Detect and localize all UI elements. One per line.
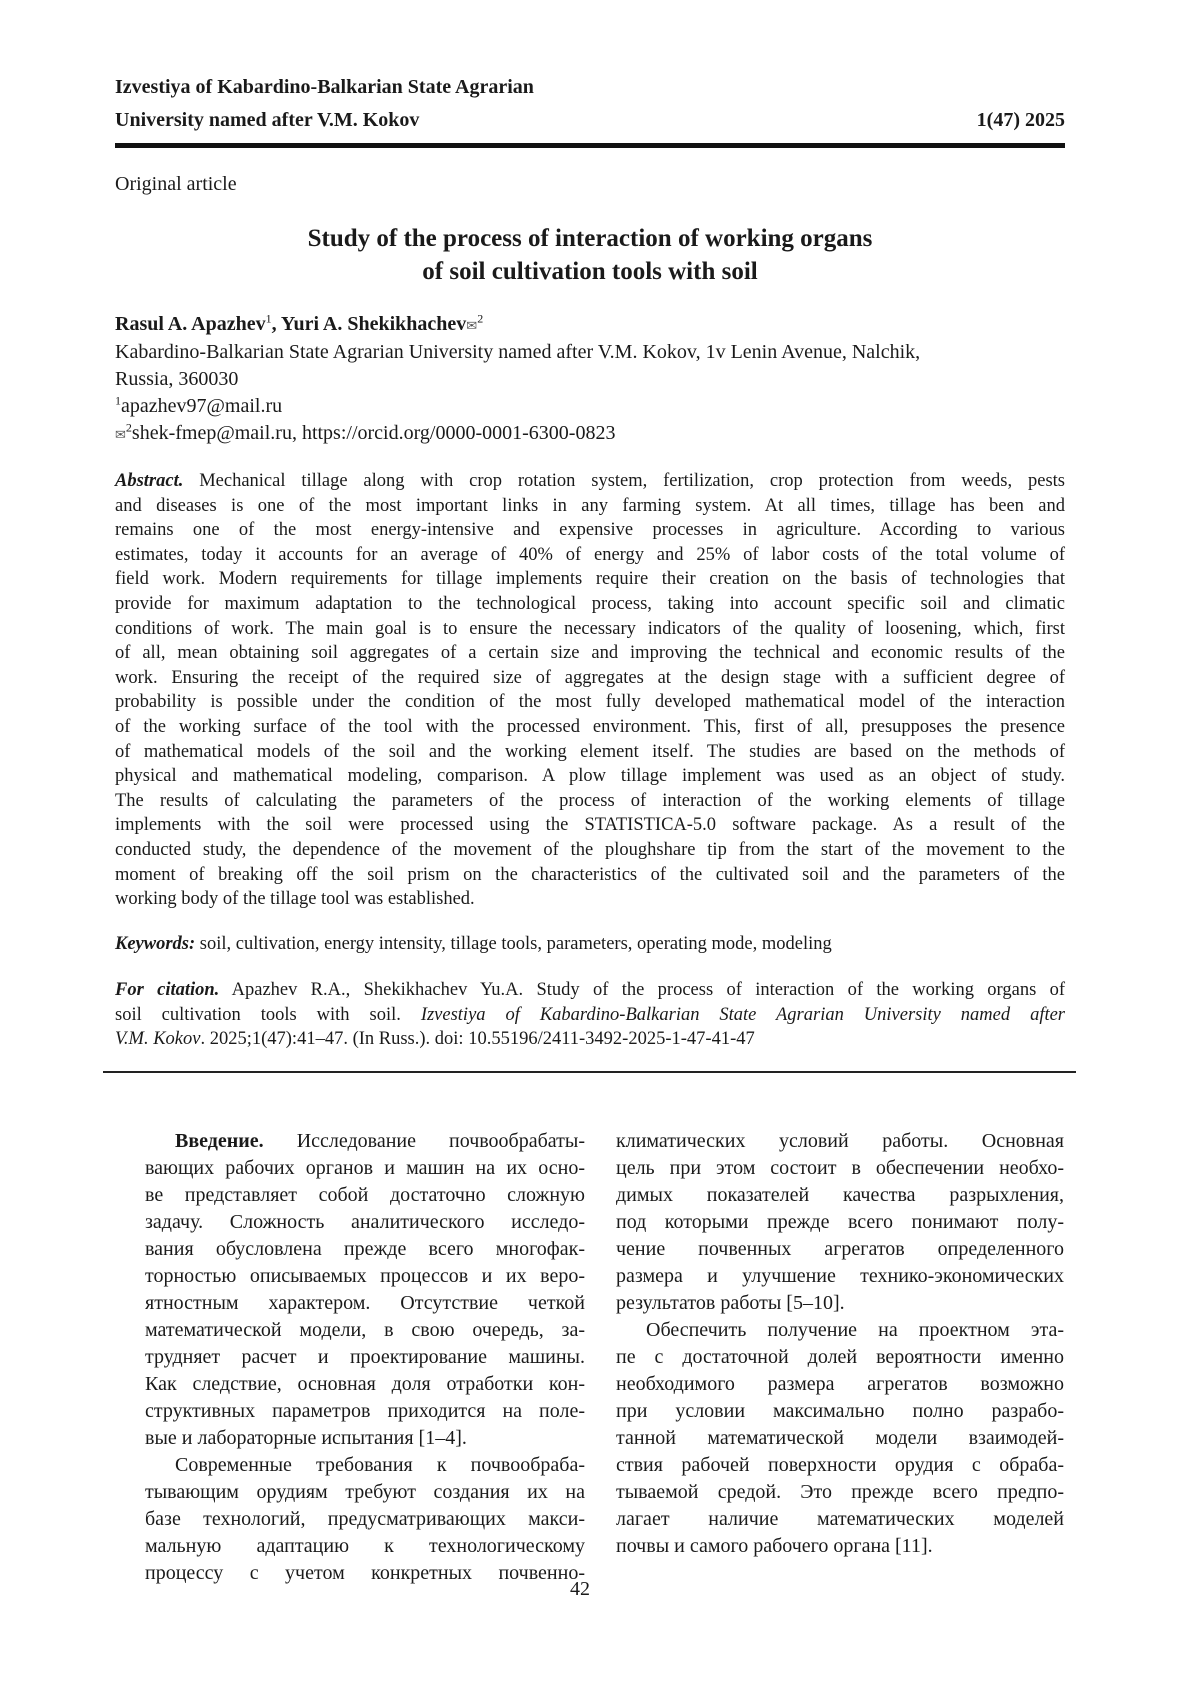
body-text: Исследование почвообрабаты- [264, 1130, 585, 1152]
section-divider [103, 1071, 1076, 1073]
abstract-text: and diseases is one of the most important links in any farming system. At all times, tillage has been and [115, 496, 1065, 516]
body-text: ствия рабочей поверхности орудия с обраба- [616, 1454, 1064, 1476]
body-line [145, 1506, 585, 1533]
abstract-line [115, 813, 1065, 838]
abstract-line [115, 666, 1065, 691]
envelope-icon: ✉ [466, 318, 477, 333]
abstract-line [115, 715, 1065, 740]
body-text: танной математической модели взаимодей- [616, 1427, 1064, 1449]
abstract-line [115, 789, 1065, 814]
title-line-2: of soil cultivation tools with soil [115, 255, 1065, 288]
body-line [616, 1533, 1064, 1560]
keywords-label: Keywords: [115, 934, 195, 954]
body-line [616, 1155, 1064, 1182]
body-column-left [145, 1128, 585, 1587]
body-line [145, 1479, 585, 1506]
author-separator: , [272, 313, 281, 335]
body-text: необходимого размера агрегатов возможно [616, 1373, 1064, 1395]
body-line [145, 1155, 585, 1182]
body-line [616, 1344, 1064, 1371]
body-line [145, 1317, 585, 1344]
article-title [115, 222, 1065, 288]
abstract-line [115, 592, 1065, 617]
body-text: лагает наличие математических моделей [616, 1508, 1064, 1530]
body-text: вания обусловлена прежде всего многофак- [145, 1238, 585, 1260]
abstract-line [115, 469, 1065, 494]
body-line [616, 1209, 1064, 1236]
body-line [616, 1479, 1064, 1506]
author-1: Rasul A. Apazhev [115, 313, 266, 335]
issue-number: 1(47) 2025 [977, 104, 1065, 136]
body-line [616, 1398, 1064, 1425]
author-2-affil: 2 [477, 311, 483, 325]
body-text: димых показателей качества разрыхления, [616, 1184, 1064, 1206]
section-heading-introduction: Введение. [175, 1130, 264, 1152]
body-text: чение почвенных агрегатов определенного [616, 1238, 1064, 1260]
abstract-text: moment of breaking off the soil prism on the characteristics of the cultivated soil and the parameters of the [115, 865, 1065, 885]
email-2-sup: 2 [126, 420, 132, 434]
body-line [145, 1452, 585, 1479]
abstract [115, 469, 1065, 912]
abstract-line [115, 617, 1065, 642]
body-text: результатов работы [5–10]. [616, 1292, 845, 1314]
body-line [616, 1371, 1064, 1398]
abstract-line [115, 863, 1065, 888]
abstract-line [115, 887, 1065, 912]
body-text: размера и улучшение технико-экономических [616, 1265, 1064, 1287]
body-text: структивных параметров приходится на поле- [145, 1400, 585, 1422]
email-1[interactable]: apazhev97@mail.ru [121, 395, 282, 417]
abstract-text: work. Ensuring the receipt of the required size of aggregates at the design stage with a sufficient degree of [115, 668, 1065, 688]
body-line [145, 1560, 585, 1587]
body-text: задачу. Сложность аналитического исследо- [145, 1211, 585, 1233]
abstract-text: provide for maximum adaptation to the technological process, taking into account specific soil and climatic [115, 594, 1065, 614]
author-2: Yuri A. Shekikhachev [281, 313, 466, 335]
citation-journal: Izvestiya of Kabardino-Balkarian State Agrarian University named after [421, 1005, 1065, 1025]
header-rule [115, 143, 1065, 148]
body-text: Обеспечить получение на проектном эта- [646, 1319, 1064, 1341]
body-text: цель при этом состоит в обеспечении необхо- [616, 1157, 1064, 1179]
body-line [616, 1182, 1064, 1209]
email-1-row [115, 393, 1075, 420]
affiliation-line-1: Kabardino-Balkarian State Agrarian University named after V.M. Kokov, 1v Lenin Avenue, Nalchik, [115, 339, 1075, 366]
citation [115, 978, 1065, 1052]
body-line [616, 1452, 1064, 1479]
body-line [145, 1290, 585, 1317]
body-line [616, 1128, 1064, 1155]
body-text: торностью описываемых процессов и их веро- [145, 1265, 585, 1287]
body-text: климатических условий работы. Основная [616, 1130, 1064, 1152]
abstract-text: conditions of work. The main goal is to ensure the necessary indicators of the quality of loosening, which, first [115, 619, 1065, 639]
body-line [145, 1209, 585, 1236]
abstract-line [115, 641, 1065, 666]
abstract-line [115, 690, 1065, 715]
body-line [616, 1506, 1064, 1533]
abstract-text: field work. Modern requirements for tillage implements require their creation on the basis of technologies that [115, 569, 1065, 589]
body-text: пе с достаточной долей вероятности именно [616, 1346, 1064, 1368]
abstract-text: of mathematical models of the soil and the working element itself. The studies are based on the methods of [115, 742, 1065, 762]
abstract-line [115, 567, 1065, 592]
authors-block [115, 311, 1075, 448]
abstract-text: of all, mean obtaining soil aggregates of a certain size and improving the technical and economic results of the [115, 643, 1065, 663]
abstract-text: The results of calculating the parameters of the process of interaction of the working elements of tillage [115, 791, 1065, 811]
journal-name-line1: Izvestiya of Kabardino-Balkarian State Agrarian [115, 71, 534, 103]
keywords-text: soil, cultivation, energy intensity, tillage tools, parameters, operating mode, modeling [195, 934, 832, 954]
body-line [616, 1290, 1064, 1317]
body-line [616, 1236, 1064, 1263]
email-1-sup: 1 [115, 393, 121, 407]
body-text: мальную адаптацию к технологическому [145, 1535, 585, 1557]
abstract-text: physical and mathematical modeling, comparison. A plow tillage implement was used as an object of study. [115, 766, 1065, 786]
journal-name-line2: University named after V.M. Kokov [115, 104, 419, 136]
body-line [145, 1533, 585, 1560]
body-text: при условии максимально полно разрабо- [616, 1400, 1064, 1422]
citation-line-1: Apazhev R.A., Shekikhachev Yu.A. Study of the process of interaction of the working organs of [219, 980, 1065, 1000]
abstract-line [115, 740, 1065, 765]
body-line [145, 1371, 585, 1398]
body-text: под которыми прежде всего понимают полу- [616, 1211, 1064, 1233]
body-text: вающих рабочих органов и машин на их осно- [145, 1157, 585, 1179]
abstract-text: of the working surface of the tool with the processed environment. This, first of all, presupposes the presence [115, 717, 1065, 737]
author-list [115, 311, 1075, 339]
body-text: базе технологий, предусматривающих макси- [145, 1508, 585, 1530]
body-line [616, 1317, 1064, 1344]
body-text: Как следствие, основная доля отработки кон- [145, 1373, 585, 1395]
title-line-1: Study of the process of interaction of working organs [115, 222, 1065, 255]
abstract-text: working body of the tillage tool was established. [115, 889, 475, 909]
abstract-text: implements with the soil were processed using the STATISTICA-5.0 software package. As a result of the [115, 815, 1065, 835]
body-text: вые и лабораторные испытания [1–4]. [145, 1427, 467, 1449]
body-line [145, 1344, 585, 1371]
body-text: процессу с учетом конкретных почвенно- [145, 1562, 585, 1584]
body-line [145, 1128, 585, 1155]
abstract-label: Abstract. [115, 471, 183, 491]
keywords [115, 932, 1065, 957]
body-line [616, 1263, 1064, 1290]
body-column-right [616, 1128, 1064, 1560]
body-line [145, 1182, 585, 1209]
author-1-affil: 1 [266, 311, 272, 325]
body-text: ве представляет собой достаточно сложную [145, 1184, 585, 1206]
body-line [145, 1236, 585, 1263]
citation-journal-end: V.M. Kokov [115, 1029, 200, 1049]
body-line [145, 1398, 585, 1425]
abstract-line [115, 543, 1065, 568]
abstract-line [115, 764, 1065, 789]
email-2-row [115, 420, 1075, 448]
citation-line-2: soil cultivation tools with soil. [115, 1005, 421, 1025]
abstract-line [115, 494, 1065, 519]
body-text: ятностным характером. Отсутствие четкой [145, 1292, 585, 1314]
body-text: математической модели, в свою очередь, за- [145, 1319, 585, 1341]
affiliation-line-2: Russia, 360030 [115, 366, 1075, 393]
body-text: Современные требования к почвообраба- [175, 1454, 585, 1476]
body-text: тывающим орудиям требуют создания их на [145, 1481, 585, 1503]
body-line [145, 1425, 585, 1452]
abstract-text: remains one of the most energy-intensive and expensive processes in agriculture. According to various [115, 520, 1065, 540]
abstract-line [115, 518, 1065, 543]
abstract-text: Mechanical tillage along with crop rotation system, fertilization, crop protection from weeds, pests [183, 471, 1065, 491]
citation-details: . 2025;1(47):41–47. (In Russ.). doi: 10.55196/2411-3492-2025-1-47-41-47 [200, 1029, 754, 1049]
page-number: 42 [570, 1578, 590, 1601]
body-line [616, 1425, 1064, 1452]
body-text: тываемой средой. Это прежде всего предпо- [616, 1481, 1064, 1503]
envelope-icon: ✉ [115, 427, 126, 442]
abstract-text: estimates, today it accounts for an average of 40% of energy and 25% of labor costs of the total volume of [115, 545, 1065, 565]
citation-label: For citation. [115, 980, 219, 1000]
abstract-text: probability is possible under the condition of the most fully developed mathematical model of the interaction [115, 692, 1065, 712]
body-text: почвы и самого рабочего органа [11]. [616, 1535, 933, 1557]
email-2-orcid[interactable]: shek-fmep@mail.ru, https://orcid.org/0000-0001-6300-0823 [132, 422, 616, 444]
body-line [145, 1263, 585, 1290]
abstract-line [115, 838, 1065, 863]
body-text: трудняет расчет и проектирование машины. [145, 1346, 585, 1368]
article-type: Original article [115, 173, 237, 196]
abstract-text: conducted study, the dependence of the movement of the ploughshare tip from the start of the movement to the [115, 840, 1065, 860]
